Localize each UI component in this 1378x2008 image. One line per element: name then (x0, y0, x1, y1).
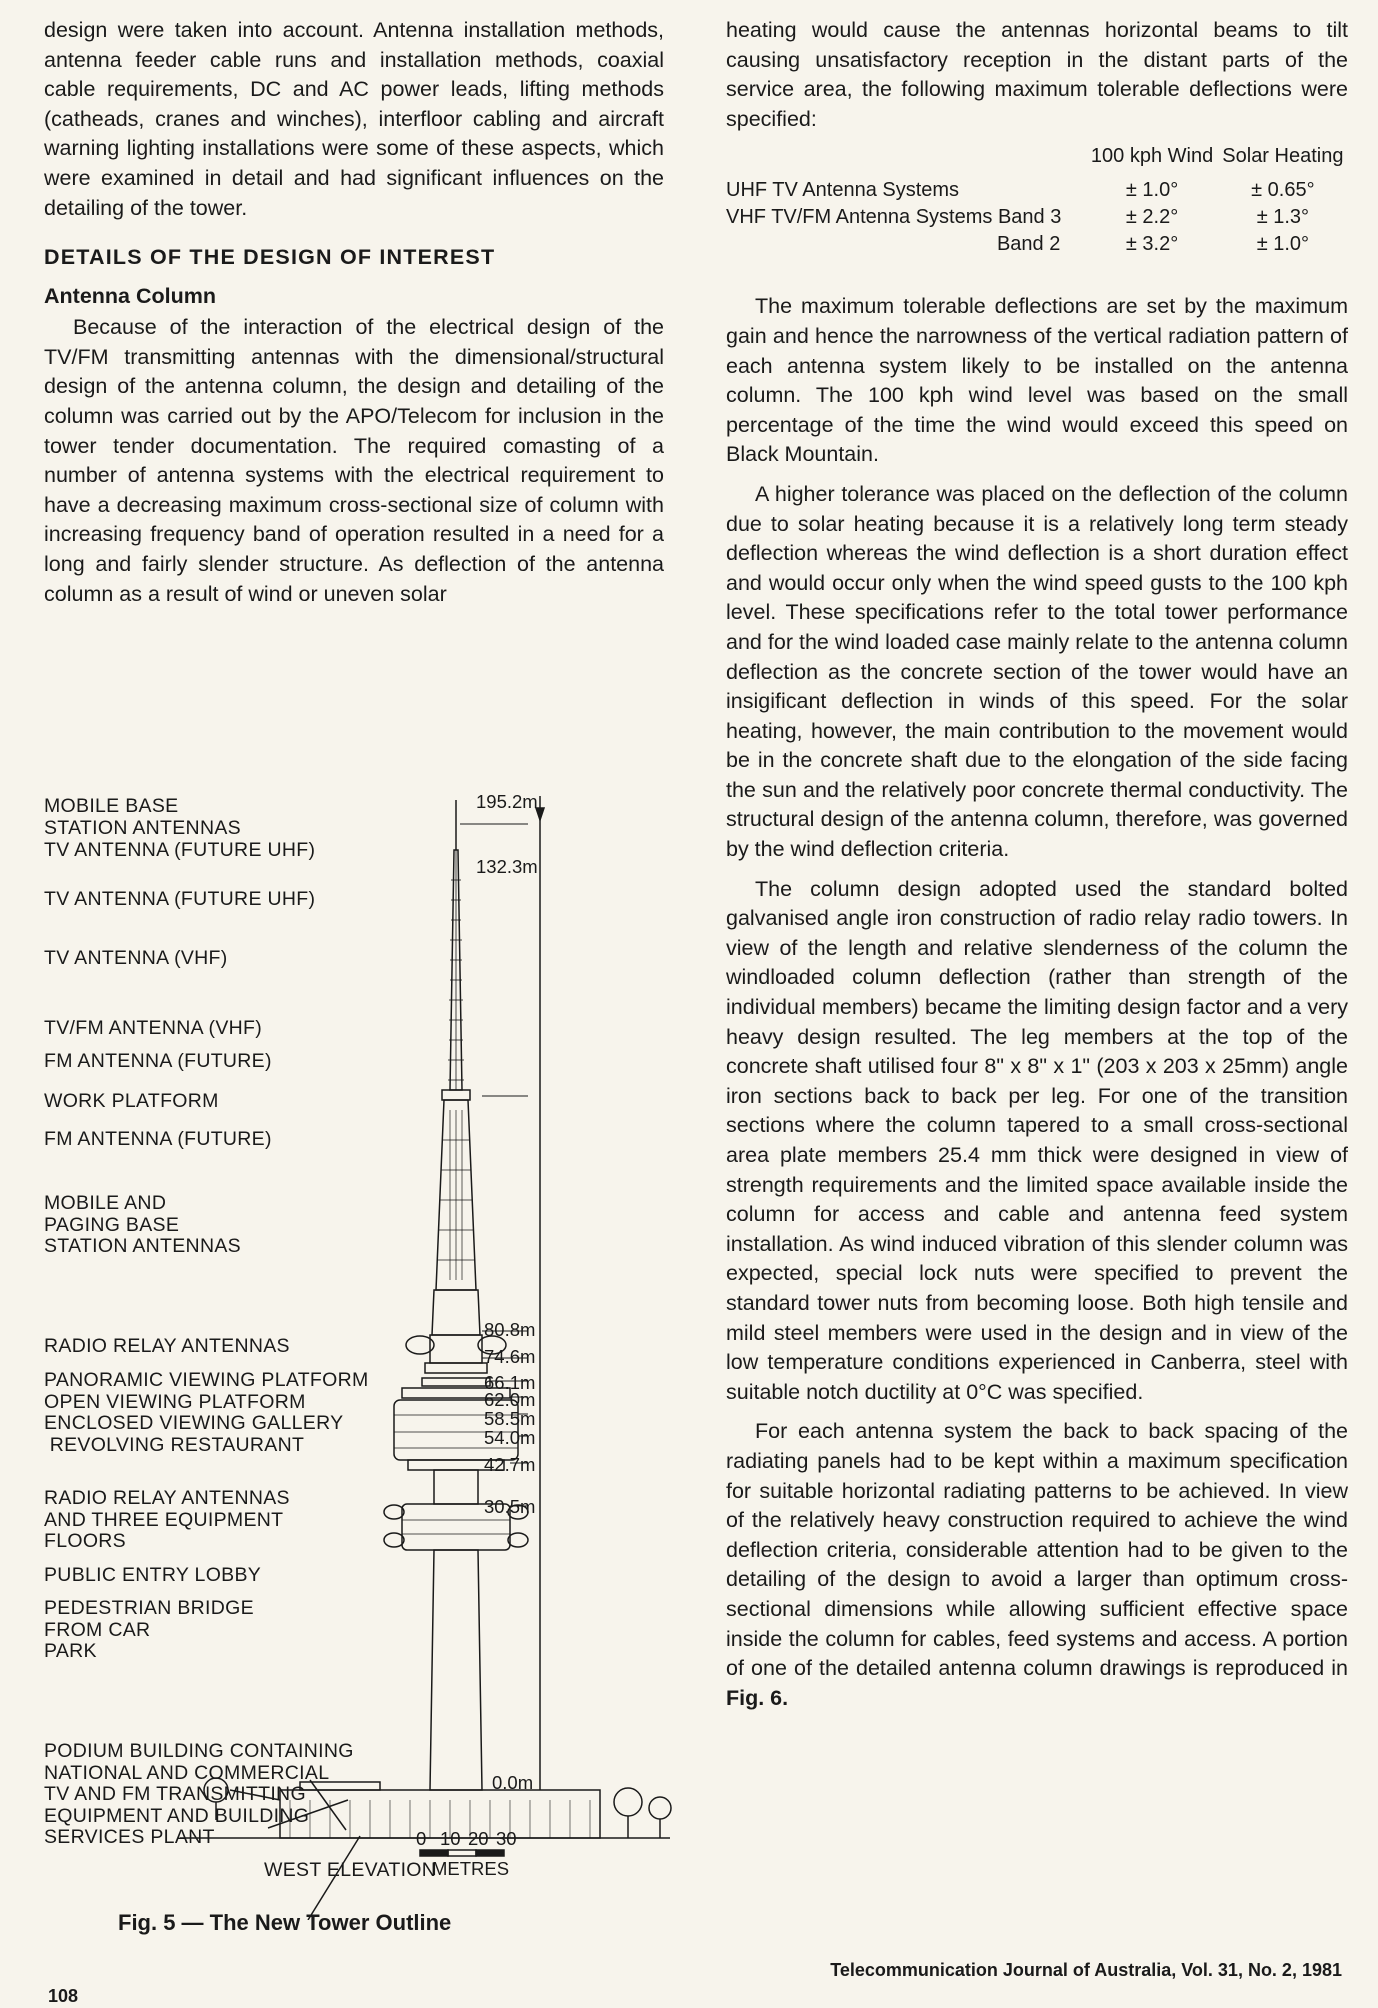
height-62-0: 62.0m (484, 1389, 536, 1410)
right-paragraph-4-text: For each antenna system the back to back spacing of the radiating panels had to be kept within a maximum specification for suitable horizontal radiating patterns to be achieved. In view of the relatively heavy construction required to achieve the wind deflection criteria, considerable attention had to be given to the detailing of the design to avoid a larger than optimum cross-sectional dimensions while allowing sufficient effective space inside the column for cables, feed systems and access. A portion of one of the detailed antenna column drawings is reproduced in (726, 1419, 1348, 1681)
label-tv-future-uhf-2: TV ANTENNA (FUTURE UHF) (44, 888, 316, 910)
right-paragraph-2: A higher tolerance was placed on the deflection of the column due to solar heating because it is a relatively long term steady deflection whereas the wind deflection is a short duration effect and would occur only when the wind speed gusts to the 100 kph level. These specifications refer to the total tower performance and for the wind loaded case mainly relate to the antenna column deflection as the concrete section of the tower would have an insigificant deflection in winds of this speed. For the solar heating, however, the main contribution to the movement would be in the concrete shaft due to the elongation of the side facing the sun and the relatively poor concrete thermal conductivity. The structural design of the antenna column, therefore, was governed by the wind deflection criteria. (726, 481, 1348, 862)
label-tv-future-uhf-1: TV ANTENNA (FUTURE UHF) (44, 839, 316, 861)
figure-reference: Fig. 6. (726, 1685, 789, 1710)
label-platforms: PANORAMIC VIEWING PLATFORM OPEN VIEWING PLATFORM ENCLOSED VIEWING GALLERY REVOLVING RESTAURANT (44, 1369, 369, 1456)
table-cell-wind: ± 3.2° (1125, 233, 1179, 256)
intro-paragraph: design were taken into account. Antenna installation methods, antenna feeder cable runs and installation methods, coaxial cable requirements, DC and AC power leads, lifting methods (catheads, cranes and winches), interfloor cabling and aircraft warning lighting installations were some of these aspects, which were examined in detail and had significant influences on the detailing of the tower. (44, 18, 664, 220)
right-paragraph-3: The column design adopted used the standard bolted galvanised angle iron construction of radio relay radio towers. In view of the length and relative slenderness of the column the windloaded column deflection (rather than strength of the individual members) became the limiting design factor and a very heavy design resulted. The leg members at the top of the concrete shaft utilised four 8" x 8" x 1" (203 x 203 x 25mm) angle iron sections back to back per leg. For one of the transition sections where the column tapered to a small cross-sectional area plate members 25.4 mm thick were designed in view of strength requirements and the limited space available inside the column for access and cable and antenna feed system installation. As wind induced vibration of this slender column was expected, special lock nuts were specified to prevent the standard tower nuts from becoming loose. Both high tensile and mild steel members were used in the design and in view of the low temperature conditions experienced in Canberra, steel with suitable notch ductility at 0°C was specified. (726, 876, 1348, 1404)
section-heading: DETAILS OF THE DESIGN OF INTEREST (44, 245, 496, 270)
label-radio-relay-1: RADIO RELAY ANTENNAS (44, 1335, 290, 1357)
table-cell-label: VHF TV/FM Antenna Systems Band 3 (726, 206, 1062, 229)
height-195: 195.2m (476, 791, 538, 812)
subsection-heading: Antenna Column (44, 284, 216, 309)
scale-tick-30: 30 (496, 1828, 517, 1849)
label-fm-future-1: FM ANTENNA (FUTURE) (44, 1050, 272, 1072)
table-row (726, 231, 1348, 258)
label-tv-vhf: TV ANTENNA (VHF) (44, 947, 228, 969)
right-paragraph-1: The maximum tolerable deflections are set by the maximum gain and hence the narrowness of the vertical radiation pattern of each antenna system likely to be installed on the antenna column. The 100 kph wind level was based on the small percentage of the time the wind would exceed this speed on Black Mountain. (726, 294, 1348, 467)
label-public-entry: PUBLIC ENTRY LOBBY (44, 1564, 262, 1586)
table-cell-label: UHF TV Antenna Systems (726, 179, 960, 202)
figure-caption: Fig. 5 — The New Tower Outline (118, 1910, 452, 1935)
right-paragraph-4 (726, 1417, 1348, 1713)
height-42-7: 42.7m (484, 1454, 536, 1475)
table-header-solar: Solar Heating (1222, 145, 1344, 168)
scale-tick-10: 10 (440, 1828, 461, 1849)
table-cell-solar: ± 0.65° (1251, 179, 1315, 202)
scale-tick-0: 0 (416, 1828, 427, 1849)
label-mobile-paging: MOBILE AND PAGING BASE STATION ANTENNAS (44, 1192, 241, 1257)
antenna-column-paragraph: Because of the interaction of the electrical design of the TV/FM transmitting antennas with the dimensional/structural design of the antenna column, the design and detailing of the column was carried out by the APO/Telecom for inclusion in the tower tender documentation. The required comasting of a number of antenna systems with the electrical requirement to have a decreasing maximum cross-sectional size of column with increasing frequency band of operation resulted in a need for a long and fairly slender structure. As deflection of the antenna column as a result of wind or uneven solar (44, 315, 664, 606)
table-cell-label: Band 2 (996, 233, 1061, 256)
table-cell-wind: ± 2.2° (1125, 206, 1179, 229)
deflection-table (726, 144, 1348, 258)
label-mobile-base: MOBILE BASE STATION ANTENNAS (44, 795, 241, 839)
label-podium: PODIUM BUILDING CONTAINING NATIONAL AND COMMERCIAL TV AND FM TRANSMITTING EQUIPMENT AND BUILDING SERVICES PLANT (44, 1740, 354, 1848)
tower-drawing (30, 760, 690, 1920)
table-header-wind: 100 kph Wind (1090, 145, 1214, 168)
table-cell-solar: ± 1.3° (1256, 206, 1310, 229)
scale-tick-20: 20 (468, 1828, 489, 1849)
page-number: 108 (48, 1986, 79, 2006)
label-west-elevation: WEST ELEVATION (264, 1859, 437, 1881)
label-fm-future-2: FM ANTENNA (FUTURE) (44, 1128, 272, 1150)
height-54-0: 54.0m (484, 1427, 536, 1448)
height-0-0: 0.0m (492, 1772, 534, 1793)
height-30-5: 30.5m (484, 1496, 536, 1517)
label-pedestrian-bridge: PEDESTRIAN BRIDGE FROM CAR PARK (44, 1597, 254, 1662)
table-cell-wind: ± 1.0° (1125, 179, 1179, 202)
left-column (44, 16, 664, 619)
table-row (726, 204, 1348, 231)
height-74-6: 74.6m (484, 1346, 536, 1367)
scale-unit: METRES (432, 1858, 510, 1879)
label-work-platform: WORK PLATFORM (44, 1090, 219, 1112)
tower-figure (30, 760, 690, 1920)
height-132: 132.3m (476, 856, 538, 877)
right-intro-paragraph: heating would cause the antennas horizontal beams to tilt causing unsatisfactory reception in the distant parts of the service area, the following maximum tolerable deflections were specified: (726, 18, 1348, 131)
table-cell-solar: ± 1.0° (1256, 233, 1310, 256)
journal-footer: Telecommunication Journal of Australia, Vol. 31, No. 2, 1981 (830, 1960, 1342, 1980)
table-row (726, 177, 1348, 204)
label-tvfm-vhf: TV/FM ANTENNA (VHF) (44, 1017, 263, 1039)
height-80-8: 80.8m (484, 1319, 536, 1340)
height-58-5: 58.5m (484, 1408, 536, 1429)
right-column (726, 16, 1348, 1723)
height-66-1: 66.1m (484, 1372, 536, 1393)
label-radio-relay-2: RADIO RELAY ANTENNAS AND THREE EQUIPMENT FLOORS (44, 1487, 290, 1552)
